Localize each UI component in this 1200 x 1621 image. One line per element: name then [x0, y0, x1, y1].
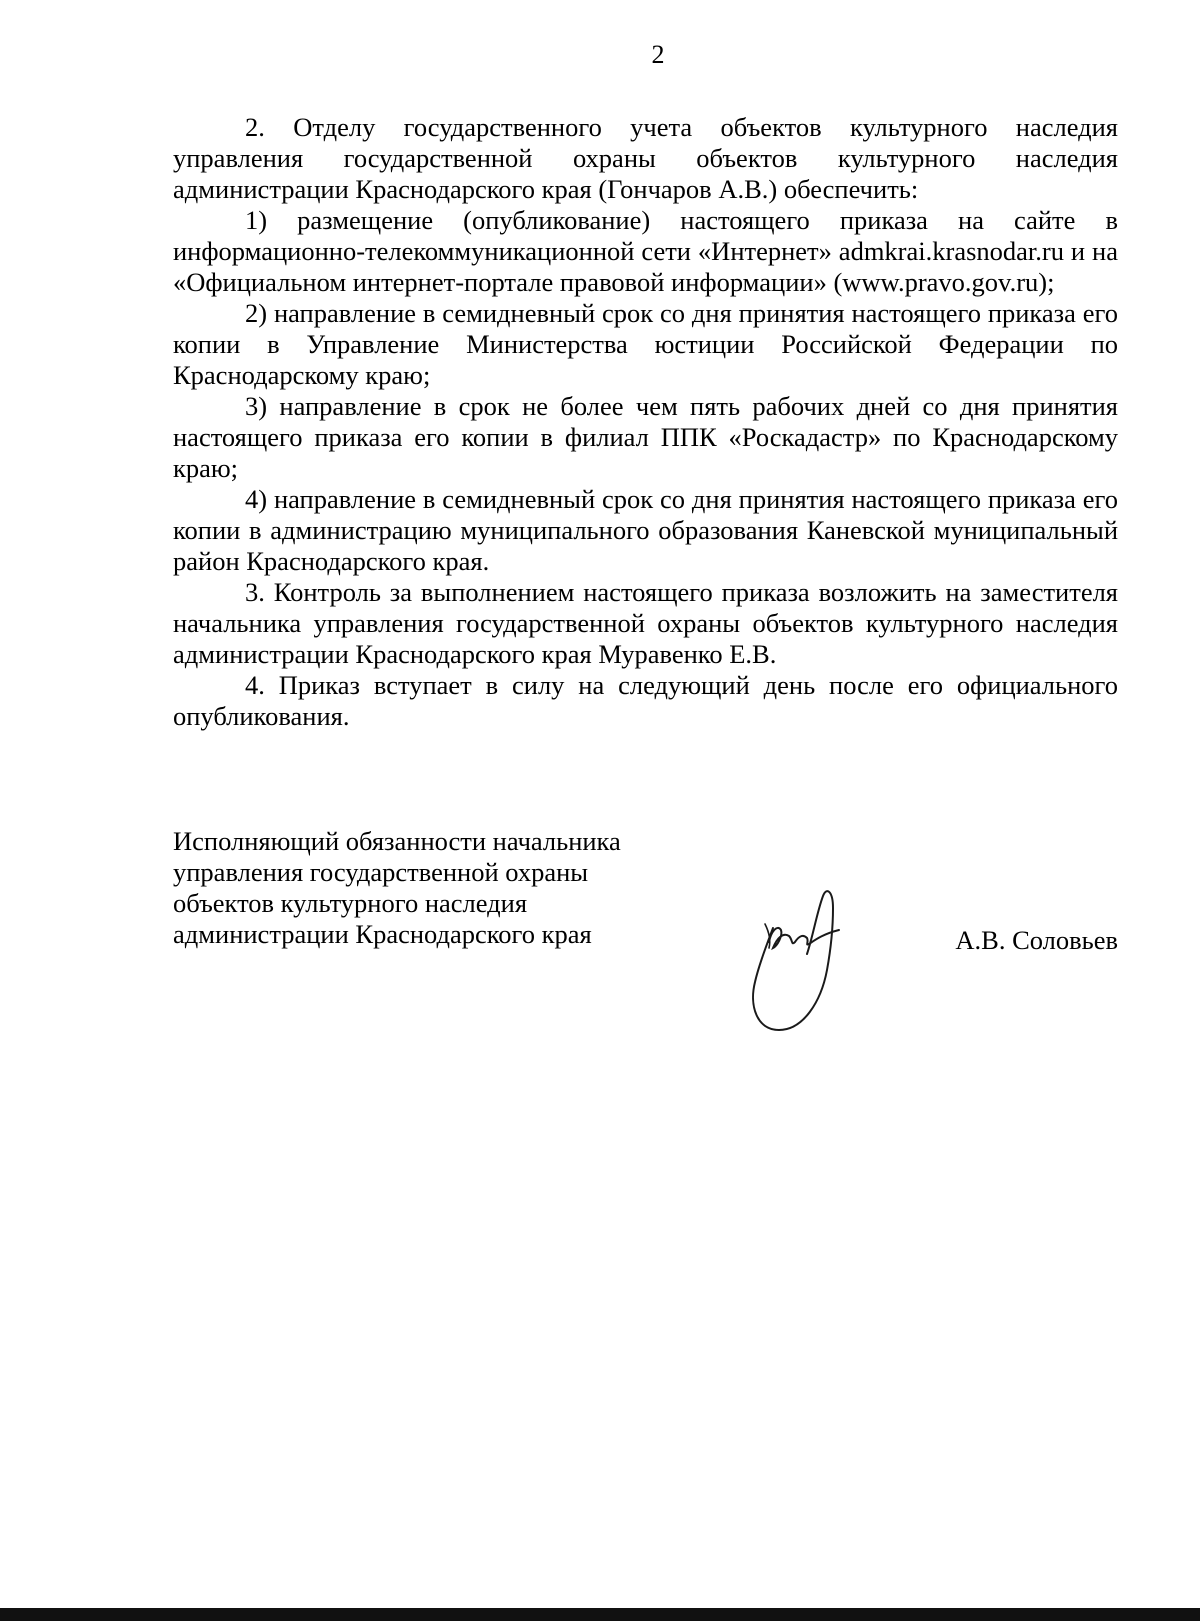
signer-position-line: управления государственной охраны	[173, 857, 589, 887]
order-body	[173, 112, 1118, 732]
paragraph-subitem-4: 4) направление в семидневный срок со дня принятия настоящего приказа его копии в администрацию муниципального образования Каневской муниципальный район Краснодарского края.	[173, 484, 1118, 576]
signer-position-line: Исполняющий обязанности начальника	[173, 826, 621, 856]
paragraph-item-4: 4. Приказ вступает в силу на следующий день после его официального опубликования.	[173, 670, 1118, 731]
paragraph-item-3: 3. Контроль за выполнением настоящего приказа возложить на заместителя начальника управления государственной охраны объектов культурного наследия администрации Краснодарского края Муравенко Е.В.	[173, 577, 1118, 669]
signer-position	[173, 826, 693, 950]
paragraph-subitem-2: 2) направление в семидневный срок со дня принятия настоящего приказа его копии в Управление Министерства юстиции Российской Федерации по Краснодарскому краю;	[173, 298, 1118, 390]
signer-position-line: объектов культурного наследия	[173, 888, 528, 918]
signer-name: А.В. Соловьев	[955, 925, 1118, 955]
scan-bottom-edge	[0, 1608, 1200, 1621]
paragraph-subitem-1: 1) размещение (опубликование) настоящего приказа на сайте в информационно-телекоммуникационной сети «Интернет» admkrai.krasnodar.ru и на «Официальном интернет-портале правовой информации» (www.pravo.gov.ru);	[173, 205, 1118, 297]
paragraph-subitem-3: 3) направление в срок не более чем пять рабочих дней со дня принятия настоящего приказа его копии в филиал ППК «Роскадастр» по Краснодарскому краю;	[173, 391, 1118, 483]
signer-position-line: администрации Краснодарского края	[173, 919, 592, 949]
signature-block	[173, 826, 1118, 1036]
page-number: 2	[651, 40, 665, 69]
handwritten-signature	[743, 884, 853, 1032]
paragraph-item-2: 2. Отделу государственного учета объектов культурного наследия управления государственной охраны объектов культурного наследия администрации Краснодарского края (Гончаров А.В.) обеспечить:	[173, 112, 1118, 204]
